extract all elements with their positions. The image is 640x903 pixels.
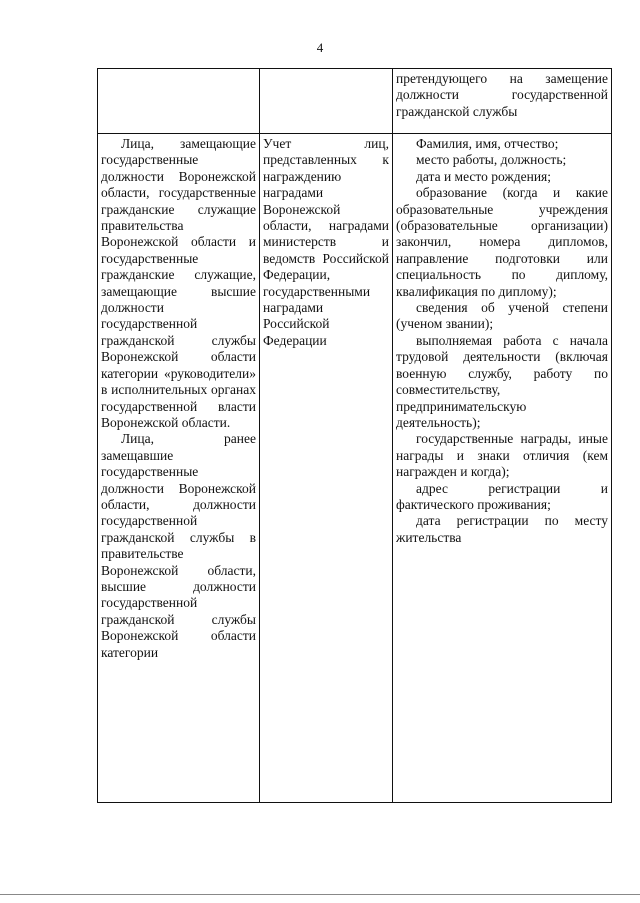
cell-paragraph: государственные награды, иные награды и знаки отличия (кем награжден и когда); [396, 431, 608, 480]
purpose-cell [260, 134, 393, 803]
document-table [97, 68, 612, 803]
cell-paragraph: дата регистрации по месту жительства [396, 513, 608, 545]
cell-paragraph: Фамилия, имя, отчество; [416, 136, 559, 151]
page-number: 4 [316, 40, 324, 55]
cell-paragraph: Лица, замещающие государственные должности Воронежской области, государственные гражданские служащие правительства Воронежской области и государственные гражданские служащие, замещающие высшие должности государственной гражданской службы Воронежской области категории «руководители» в исполнительных органах государственной власти Воронежской области. [101, 136, 256, 430]
cell-paragraph: Учет лиц, представленных к награждению наградами Воронежской области, наградами министерств и ведомств Российской Федерации, государственными наградами Российской Федерации [263, 136, 389, 348]
table-cell-r1-c1 [98, 69, 260, 134]
cell-paragraph: адрес регистрации и фактического проживания; [396, 480, 608, 512]
persons-cell [98, 134, 260, 803]
cell-paragraph: выполняемая работа с начала трудовой деятельности (включая военную службу, работу по совместительству, предпринимательскую деятельность); [396, 332, 608, 430]
cell-paragraph: дата и место рождения; [416, 168, 552, 184]
table-row [98, 69, 612, 134]
table-cell-r1-c3: претендующего на замещение должности государственной гражданской службы [393, 69, 612, 134]
cell-paragraph: образование (когда и какие образовательные учреждения (образовательные организации) закончил, номера дипломов, направление подготовки или специальность по диплому, квалификация по диплому); [396, 185, 608, 299]
table-cell-r1-c2 [260, 69, 393, 134]
cell-paragraph: Лица, ранее замещавшие государственные должности Воронежской области, должности государственной гражданской службы в правительстве Воронежской области, высшие должности государственной гражданской службы Воронежской области категории [101, 431, 256, 660]
page-bottom-divider [0, 894, 640, 895]
cell-paragraph: место работы, должность; [416, 152, 567, 168]
cell-paragraph: сведения об ученой степени (ученом звании); [396, 300, 608, 332]
table-row [98, 134, 612, 803]
data-list-cell [393, 134, 612, 803]
